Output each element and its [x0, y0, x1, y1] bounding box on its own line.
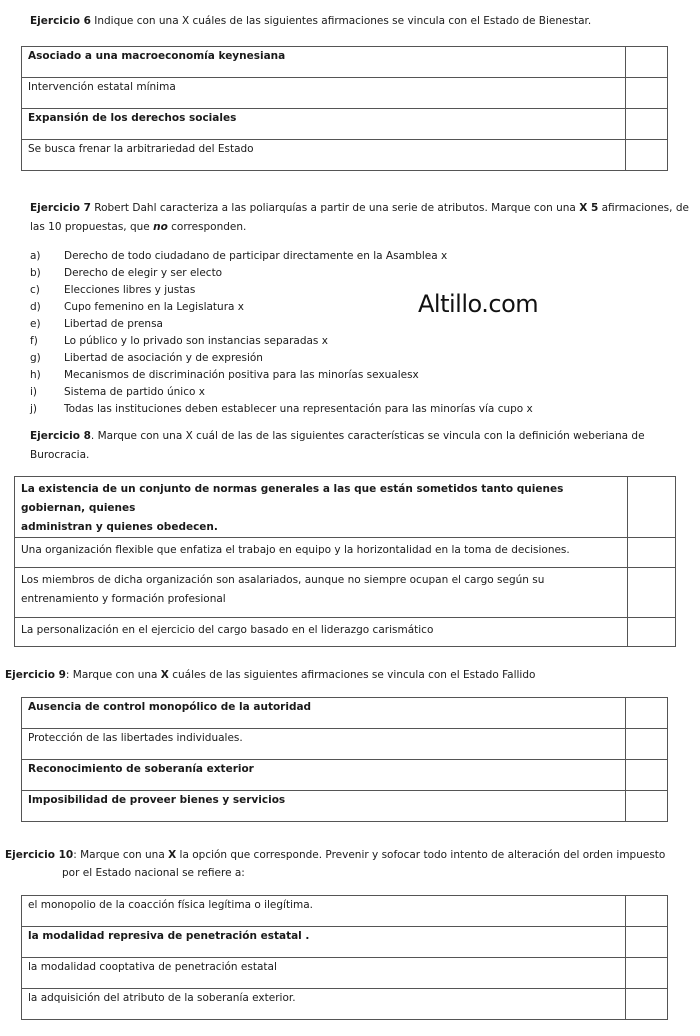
ex7-instruction-line2 — [30, 218, 246, 237]
table-row — [15, 477, 676, 538]
statement-cell: Protección de las libertades individuales. — [22, 729, 626, 760]
ex10-text-a: : Marque con una — [73, 849, 169, 861]
answer-box[interactable] — [626, 729, 668, 760]
list-item — [30, 299, 244, 316]
option-text: Lo público y lo privado son instancias separadas x — [64, 335, 328, 347]
ex9-instruction — [5, 666, 535, 685]
table-row — [22, 140, 668, 171]
statement-cell — [15, 618, 628, 647]
statement-line-1: Una organización flexible que enfatiza el trabajo en equipo y la horizontalidad en la toma de decisiones. — [21, 544, 570, 556]
ex8-table — [14, 476, 676, 647]
option-text: Todas las instituciones deben establecer una representación para las minorías vía cupo x — [64, 403, 533, 415]
answer-box[interactable] — [626, 927, 668, 958]
option-text: Libertad de prensa — [64, 318, 163, 330]
statement-cell: la modalidad cooptativa de penetración estatal — [22, 958, 626, 989]
ex9-label: Ejercicio 9 — [5, 669, 66, 681]
answer-box[interactable] — [626, 47, 668, 78]
answer-box[interactable] — [626, 698, 668, 729]
table-row — [22, 78, 668, 109]
option-letter: f) — [30, 335, 38, 347]
table-row — [22, 760, 668, 791]
statement-cell: Se busca frenar la arbitrariedad del Estado — [22, 140, 626, 171]
list-item — [30, 367, 419, 384]
option-letter: a) — [30, 250, 41, 262]
ex10-instruction-line2: por el Estado nacional se refiere a: — [62, 867, 245, 879]
answer-box[interactable] — [628, 618, 676, 647]
statement-cell: la modalidad represiva de penetración estatal . — [22, 927, 626, 958]
table-row — [22, 729, 668, 760]
ex10-table — [21, 895, 668, 1020]
table-row — [22, 791, 668, 822]
option-letter: i) — [30, 386, 38, 398]
answer-box[interactable] — [628, 538, 676, 568]
table-row — [15, 618, 676, 647]
statement-cell: el monopolio de la coacción física legítima o ilegítima. — [22, 896, 626, 927]
table-row — [22, 698, 668, 729]
statement-cell: Reconocimiento de soberanía exterior — [22, 760, 626, 791]
table-row — [22, 989, 668, 1020]
ex7-text-e: no — [153, 221, 168, 233]
statement-line-2: administran y quienes obedecen. — [21, 521, 218, 533]
list-item — [30, 384, 205, 401]
ex7-text-f: corresponden. — [167, 221, 247, 233]
statement-cell — [15, 568, 628, 618]
list-item — [30, 248, 447, 265]
answer-box[interactable] — [626, 958, 668, 989]
answer-box[interactable] — [626, 989, 668, 1020]
option-text: Derecho de elegir y ser electo — [64, 267, 223, 279]
option-text: Sistema de partido único x — [64, 386, 205, 398]
ex7-text-b: X 5 — [579, 202, 599, 214]
ex6-label: Ejercicio 6 — [30, 15, 91, 27]
statement-cell: Expansión de los derechos sociales — [22, 109, 626, 140]
option-letter: g) — [30, 352, 41, 364]
ex8-instruction-line2: Burocracia. — [30, 449, 90, 461]
ex9-text-b: X — [160, 669, 169, 681]
list-item — [30, 333, 328, 350]
list-item — [30, 265, 222, 282]
table-row — [22, 896, 668, 927]
option-text: Elecciones libres y justas — [64, 284, 196, 296]
list-item — [30, 350, 263, 367]
answer-box[interactable] — [626, 791, 668, 822]
answer-box[interactable] — [626, 109, 668, 140]
ex7-text-a: Robert Dahl caracteriza a las poliarquías a partir de una serie de atributos. Marque con una — [90, 202, 580, 214]
option-letter: d) — [30, 301, 41, 313]
statement-cell: Imposibilidad de proveer bienes y servicios — [22, 791, 626, 822]
list-item — [30, 282, 195, 299]
ex6-table — [21, 46, 668, 171]
ex10-label: Ejercicio 10 — [5, 849, 74, 861]
statement-line-2: entrenamiento y formación profesional — [21, 593, 226, 605]
ex9-table — [21, 697, 668, 822]
option-text: Mecanismos de discriminación positiva para las minorías sexualesx — [64, 369, 419, 381]
option-letter: c) — [30, 284, 40, 296]
statement-line-1: La existencia de un conjunto de normas generales a las que están sometidos tanto quienes gobiernan, quienes — [21, 483, 564, 514]
ex7-instruction — [30, 199, 690, 218]
watermark: Altillo.com — [418, 290, 539, 318]
ex8-label: Ejercicio 8 — [30, 430, 91, 442]
answer-box[interactable] — [628, 477, 676, 538]
answer-box[interactable] — [626, 78, 668, 109]
ex7-text-c: afirmaciones, de — [598, 202, 689, 214]
ex10-text-b: X — [168, 849, 177, 861]
list-item — [30, 401, 533, 418]
ex9-text-c: cuáles de las siguientes afirmaciones se vincula con el Estado Fallido — [168, 669, 536, 681]
answer-box[interactable] — [626, 760, 668, 791]
statement-line-1: La personalización en el ejercicio del cargo basado en el liderazgo carismático — [21, 624, 434, 636]
ex7-label: Ejercicio 7 — [30, 202, 91, 214]
table-row — [22, 958, 668, 989]
option-letter: e) — [30, 318, 41, 330]
ex6-text: Indique con una X cuáles de las siguientes afirmaciones se vincula con el Estado de Bienestar. — [90, 15, 592, 27]
ex8-text-a: . Marque con una X cuál de las de las siguientes características se vincula con la definición weberiana de — [90, 430, 645, 442]
option-text: Libertad de asociación y de expresión — [64, 352, 263, 364]
list-item — [30, 316, 163, 333]
statement-cell: Ausencia de control monopólico de la autoridad — [22, 698, 626, 729]
ex8-instruction — [30, 427, 690, 446]
option-letter: h) — [30, 369, 41, 381]
ex10-instruction — [5, 846, 665, 865]
ex6-instruction — [30, 12, 591, 31]
statement-cell: Asociado a una macroeconomía keynesiana — [22, 47, 626, 78]
ex9-text-a: : Marque con una — [65, 669, 161, 681]
answer-box[interactable] — [626, 140, 668, 171]
table-row — [22, 927, 668, 958]
statement-cell — [15, 538, 628, 568]
ex10-text-c: la opción que corresponde. Prevenir y sofocar todo intento de alteración del orden impuesto — [176, 849, 666, 861]
option-text: Derecho de todo ciudadano de participar directamente en la Asamblea x — [64, 250, 448, 262]
ex7-text-d: las 10 propuestas, que — [30, 221, 154, 233]
option-text: Cupo femenino en la Legislatura x — [64, 301, 244, 313]
option-letter: j) — [30, 403, 38, 415]
option-letter: b) — [30, 267, 41, 279]
statement-cell: la adquisición del atributo de la soberanía exterior. — [22, 989, 626, 1020]
statement-cell — [15, 477, 628, 538]
answer-box[interactable] — [628, 568, 676, 618]
table-row — [22, 109, 668, 140]
table-row — [15, 568, 676, 618]
table-row — [22, 47, 668, 78]
table-row — [15, 538, 676, 568]
statement-line-1: Los miembros de dicha organización son asalariados, aunque no siempre ocupan el cargo según su — [21, 574, 545, 586]
answer-box[interactable] — [626, 896, 668, 927]
statement-cell: Intervención estatal mínima — [22, 78, 626, 109]
